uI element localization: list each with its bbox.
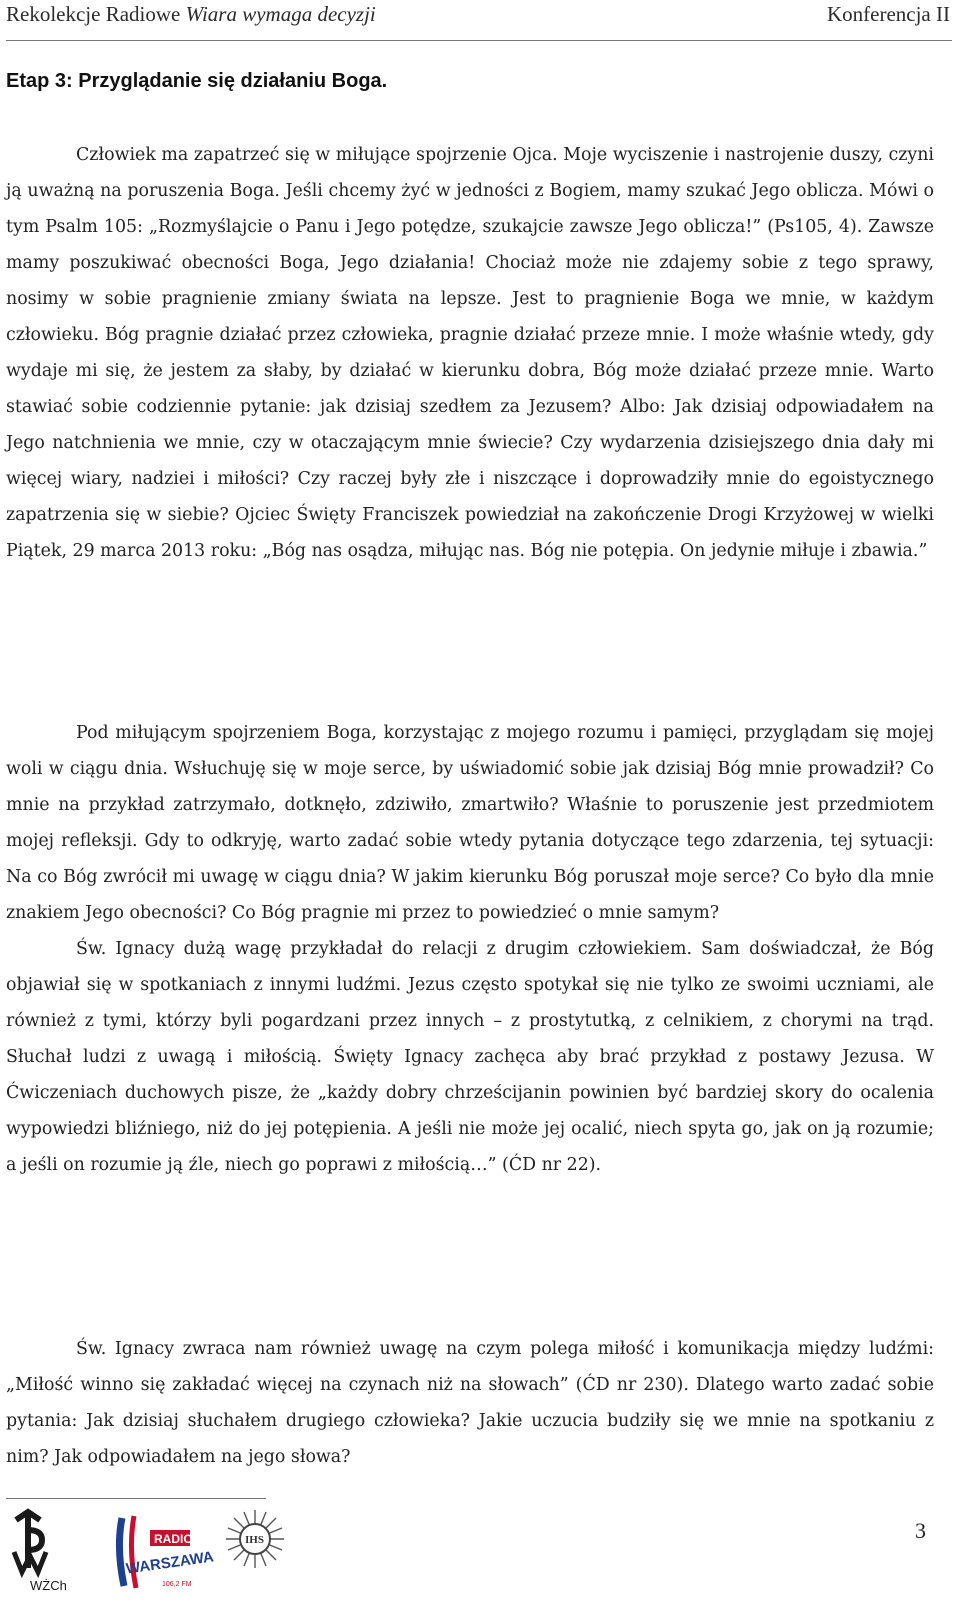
- ihs-seal-logo: [224, 1508, 286, 1570]
- ihs-logo-text: IHS: [245, 1534, 264, 1546]
- paragraph-3-text: Św. Ignacy dużą wagę przykładał do relacji z drugim człowiekiem. Sam doświadczał, że Bóg objawiał się w spotkaniach z innymi ludźmi. Jezus często spotykał się nie tylko ze swoimi uczniami, ale również z tymi, którzy byli pogardzani przez innych – z prostytutką, z celnikiem, z chorymi na trąd. Słuchał ludzi z uwagą i miłością. Święty Ignacy zachęca aby brać przykład z postawy Jezusa. W Ćwiczeniach duchowych pisze, że „każdy dobry chrześcijanin powinien być bardziej skory do ocalenia wypowiedzi bliźniego, niż do jej potępienia. A jeśli nie może jej ocalić, niech spyta go, jak on ją rozumie; a jeśli on rozumie ją źle, niech go poprawi z miłością…” (ĆD nr 22).: [6, 939, 934, 1175]
- section-heading: Etap 3: Przyglądanie się działaniu Boga.: [6, 70, 388, 92]
- radio-logo-text: RADIO: [154, 1532, 193, 1546]
- radio-logo-name: WARSZAWA: [125, 1548, 215, 1578]
- wzch-logo-text: WŻCh: [30, 1578, 67, 1593]
- footer-divider: [6, 1498, 266, 1499]
- paragraph-2-text: Pod miłującym spojrzeniem Boga, korzystając z mojego rozumu i pamięci, przyglądam się mojej woli w ciągu dnia. Wsłuchuję się w moje serce, by uświadomić sobie jak dzisiaj Bóg mnie prowadził? Co mnie na przykład zatrzymało, dotknęło, zdziwiło, zmartwiło? Właśnie to poruszenie jest przedmiotem mojej refleksji. Gdy to odkryję, warto zadać sobie wtedy pytania dotyczące tego zdarzenia, tej sytuacji: Na co Bóg zwrócił mi uwagę w ciągu dnia? W jakim kierunku Bóg poruszał moje serce? Co było dla mnie znakiem Jego obecności? Co Bóg pragnie mi przez to powiedzieć o mnie samym?: [6, 723, 934, 923]
- paragraph-2: [6, 715, 934, 1183]
- paragraph-4-text: Św. Ignacy zwraca nam również uwagę na czym polega miłość i komunikacja między ludźmi: „Miłość winno się zakładać więcej na czynach niż na słowach” (ĆD nr 230). Dlatego warto zadać sobie pytania: Jak dzisiaj słuchałem drugiego człowieka? Jakie uczucia budziły się we mnie na spotkaniu z nim? Jak odpowiadałem na jego słowa?: [6, 1339, 934, 1467]
- wzch-logo: [8, 1508, 70, 1594]
- paragraph-1: [6, 137, 934, 569]
- paragraph-1-text: Człowiek ma zapatrzeć się w miłujące spojrzenie Ojca. Moje wyciszenie i nastrojenie duszy, czyni ją uważną na poruszenia Boga. Jeśli chcemy żyć w jedności z Bogiem, mamy szukać Jego oblicza. Mówi o tym Psalm 105: „Rozmyślajcie o Panu i Jego potędze, szukajcie zawsze Jego oblicza!” (Ps105, 4). Zawsze mamy poszukiwać obecności Boga, Jego działania! Chociaż może nie zdajemy sobie z tego sprawy, nosimy w sobie pragnienie zmiany świata na lepsze. Jest to pragnienie Boga we mnie, w każdym człowieku. Bóg pragnie działać przez człowieka, pragnie działać przeze mnie. I może właśnie wtedy, gdy wydaje mi się, że jestem za słaby, by działać w kierunku dobra, Bóg może działać przeze mnie. Warto stawiać sobie codziennie pytanie: jak dzisiaj szedłem za Jezusem? Albo: Jak dzisiaj odpowiadałem na Jego natchnienia we mnie, czy w otaczającym mnie świecie? Czy wydarzenia dzisiejszego dnia dały mi więcej wiary, nadziei i miłości? Czy raczej były złe i niszczące i doprowadziły mnie do egoistycznego zapatrzenia się w siebie? Ojciec Święty Franciszek powiedział na zakończenie Drogi Krzyżowej w wielki Piątek, 29 marca 2013 roku: „Bóg nas osądza, miłując nas. Bóg nie potępia. On jedynie miłuje i zbawia.”: [6, 145, 934, 561]
- radio-logo-frequency: 106,2 FM: [162, 1581, 192, 1588]
- page-header: [0, 0, 960, 44]
- radio-warszawa-logo: [112, 1508, 215, 1596]
- header-title: [6, 2, 376, 27]
- header-divider: [6, 40, 952, 41]
- header-series: Rekolekcje Radiowe: [6, 2, 181, 26]
- page-number: 3: [915, 1518, 926, 1543]
- paragraph-4: [6, 1331, 934, 1475]
- header-conference: Konferencja II: [826, 2, 950, 26]
- header-title-italic: Wiara wymaga decyzji: [185, 2, 376, 26]
